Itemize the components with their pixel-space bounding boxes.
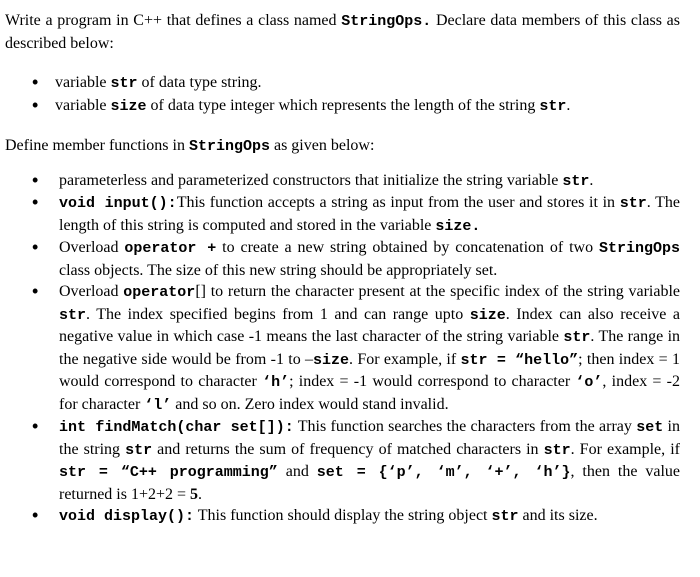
item-text: parameterless and parameterized constructors that initialize the string variable bbox=[59, 171, 563, 189]
item-text: , then the value returned is 1+2+2 = bbox=[59, 463, 680, 503]
code-size: size bbox=[469, 306, 506, 324]
list-item-input bbox=[5, 192, 680, 237]
data-member-list bbox=[5, 72, 680, 117]
item-text: This function should display the string object bbox=[194, 507, 492, 524]
list-item-display bbox=[5, 505, 680, 528]
result-value: 5 bbox=[190, 485, 199, 503]
intro-paragraph bbox=[5, 10, 680, 54]
item-text: [] to return the character present at the specific index of the string variable bbox=[195, 283, 681, 300]
member-function-list bbox=[5, 170, 680, 528]
code-operator: operator bbox=[123, 284, 196, 301]
code-set: set bbox=[636, 419, 664, 436]
item-text: . The length of this string is computed and stored in the variable bbox=[59, 194, 680, 234]
class-name-code: StringOps bbox=[188, 138, 270, 155]
item-text: . bbox=[198, 485, 203, 503]
item-text: . The index specified begins from 1 and can range upto bbox=[86, 305, 470, 323]
list-item-size bbox=[5, 95, 680, 118]
item-text: of data type string. bbox=[137, 74, 262, 91]
code-size: size bbox=[313, 351, 350, 369]
code-operator-plus: operator + bbox=[124, 240, 217, 257]
item-text: . The range in the negative side would be from -1 to – bbox=[59, 328, 681, 368]
item-text: in the string bbox=[59, 418, 680, 458]
code-str: str bbox=[110, 75, 138, 92]
item-text: and bbox=[277, 463, 317, 480]
code-str: str bbox=[619, 195, 647, 212]
define-paragraph bbox=[5, 135, 680, 158]
item-text: . Index can also receive a negative value in which case -1 means the last character of the string variable bbox=[59, 305, 680, 345]
item-text: . bbox=[566, 96, 571, 114]
code-str: str bbox=[59, 306, 87, 324]
define-text: Define member functions in bbox=[5, 137, 189, 154]
item-text: This function searches the characters from the array bbox=[293, 418, 637, 435]
intro-text: Write a program in C++ that defines a class named bbox=[5, 12, 342, 29]
code-str-example: str = “C++ programming” bbox=[59, 464, 278, 481]
item-text: Overload bbox=[59, 283, 124, 300]
code-str: str bbox=[563, 329, 591, 346]
code-char-l: ‘l’ bbox=[144, 396, 172, 414]
code-str: str bbox=[125, 441, 153, 459]
item-text: to create a new string obtained by concatenation of two bbox=[216, 239, 599, 256]
item-text: variable bbox=[55, 96, 111, 114]
item-text: . bbox=[589, 171, 594, 189]
item-text: class objects. The size of this new string should be appropriately set. bbox=[59, 261, 498, 279]
item-text: ; index = -1 would correspond to character bbox=[289, 373, 576, 390]
class-name-code: StringOps. bbox=[341, 13, 432, 30]
item-text: and so on. Zero index would stand invalid. bbox=[171, 395, 449, 413]
code-input-signature: void input(): bbox=[59, 195, 177, 212]
item-text: and returns the sum of frequency of matched characters in bbox=[152, 440, 544, 458]
item-text: Overload bbox=[59, 239, 125, 256]
list-item-operator-index bbox=[5, 281, 680, 416]
item-text: ; then index = 1 would correspond to character bbox=[59, 350, 680, 390]
code-display-signature: void display(): bbox=[59, 508, 195, 525]
code-str: str bbox=[539, 97, 567, 115]
list-item-operator-plus bbox=[5, 237, 680, 281]
code-char-h: ‘h’ bbox=[262, 374, 290, 391]
list-item-str bbox=[5, 72, 680, 95]
item-text: This function accepts a string as input from the user and stores it in bbox=[176, 194, 620, 211]
code-set-example: set = {‘p’, ‘m’, ‘+’, ‘h’} bbox=[316, 464, 571, 481]
code-char-o: ‘o’ bbox=[575, 374, 603, 391]
code-str: str bbox=[562, 172, 590, 190]
item-text: , index = -2 for character bbox=[59, 373, 681, 413]
item-text: and its size. bbox=[518, 507, 598, 524]
code-size: size bbox=[110, 97, 147, 115]
list-item-constructors bbox=[5, 170, 680, 193]
code-str: str bbox=[543, 441, 571, 459]
item-text: variable bbox=[55, 74, 111, 91]
define-text-2: as given below: bbox=[269, 137, 375, 154]
code-findmatch-signature: int findMatch(char set[]): bbox=[59, 419, 294, 436]
code-str: str bbox=[491, 508, 519, 525]
code-str-hello: str = “hello” bbox=[460, 351, 579, 369]
code-class-name: StringOps bbox=[599, 240, 681, 257]
code-size: size. bbox=[435, 217, 481, 235]
intro-text-2: Declare data members of this class as described below: bbox=[5, 12, 681, 52]
item-text: of data type integer which represents the length of the string bbox=[146, 96, 540, 114]
list-item-findmatch bbox=[5, 416, 680, 505]
item-text: . For example, if bbox=[349, 350, 461, 368]
item-text: . For example, if bbox=[570, 440, 680, 458]
